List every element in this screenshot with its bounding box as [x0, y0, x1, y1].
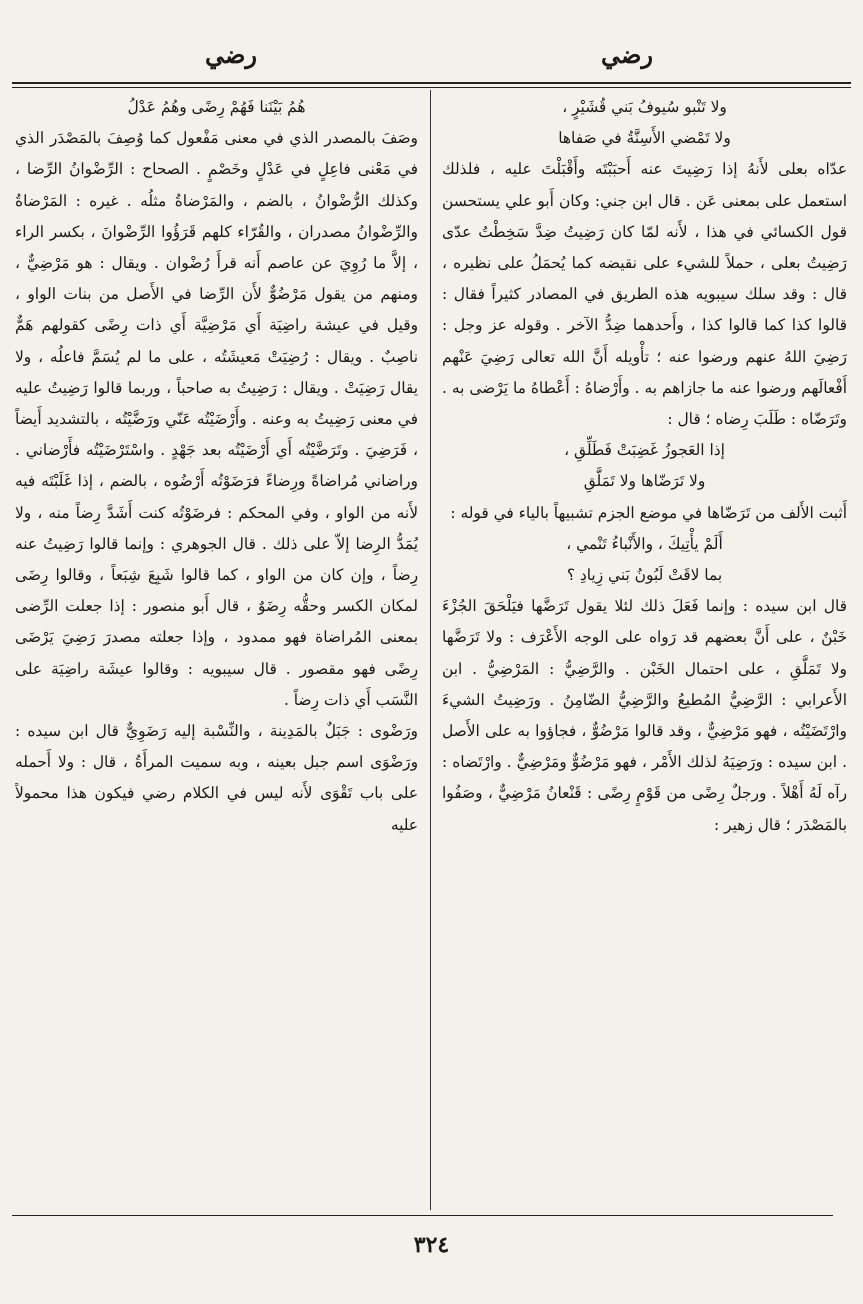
- column-divider: [430, 90, 431, 1210]
- right-column: [442, 92, 847, 1208]
- entry-paragraph: وصَفَ بالمصدر الذي في معنى مَفْعول كما وُصِفَ بالمَصْدَر الذي في مَعْنى فاعِلٍ في عَدْلٍ وخَصْمٍ . الصحاح : الرِّضْوانُ الرِّضا ، وكذلك الرُّضْوانُ ، بالضم ، والمَرْضاةُ مثلُه . غيره : المَرْضاةُ والرِّضْوانُ مصدران ، والقُرّاء كلهم قَرَؤُوا الرِّضْوانَ ، بكسر الراء ، إلاَّ ما رُوِيَ عن عاصم أَنه قرأَ رُضْوان . ويقال : هو مَرْضِيٌّ ، ومنهم من يقول مَرْضُوٌّ لأَن الرِّضا في الأَصل من بنات الواو ، وقيل في عيشة راضِيَة أَي مَرْضِيَّة أَي ذات رِضًى كقولهم هَمٌّ ناصِبٌ . ويقال : رُضِيَتْ مَعيشَتُه ، على ما لم يُسَمَّ فاعلُه ، ولا يقال رَضِيَتْ . ويقال : رَضِيتُ به صاحباً ، وربما قالوا رَضِيتُ عليه في معنى رَضِيتُ به وعنه . وأَرْضَيْتُه عَنّي ورَضَّيْتُه ، بالتشديد أَيضاً ، فَرَضِيَ . وتَرَضَّيْتُه أَي أَرْضَيْتُه بعد جَهْدٍ . واسْتَرْضَيْتُه فأَرْضاني . وراضاني مُراضاةً ورِضاءً فرَضَوْتُه أَرْضُوه ، بالضم ، إذا غَلَبْتَه فيه لأَنه من الواو ، وفي المحكم : فرضَوْتُه كنت أَشَدَّ رِضاً منه ، ولا يُمَدُّ الرِضا إلاّ على ذلك . قال الجوهري : وإنما قالوا رَضِيتُ عنه رِضاً ، وإن كان من الواو ، كما قالوا شَبِعَ شِبَعاً ، وقالوا رِضَى لمكان الكسر وحقُّه رِضَوٌ ، قال أَبو منصور : إذا جعلت الرِّضى بمعنى المُراضاة فهو ممدود ، وإذا جعلته مصدرَ رَضِيَ يَرْضَى رِضًى فهو مقصور . قال سيبويه : وقالوا عيشَة راضِيَة على النَّسَب أَي ذات رِضاً .: [15, 129, 418, 709]
- verse-line: هُمُ بَيْنَنا فَهُمْ رِضًى وهُمُ عَدْلُ: [127, 98, 306, 116]
- page-header-right: رضي: [601, 40, 653, 69]
- header-rule-thin: [12, 87, 851, 88]
- page-number: ٣٢٤: [413, 1232, 450, 1258]
- page-header-left: رضي: [205, 40, 257, 69]
- verse-line: بما لاقَتْ لَبُونُ بَني زِيادِ ؟: [566, 566, 723, 585]
- footer-rule: [12, 1215, 833, 1216]
- entry-paragraph: أَثبت الأَلف من تَرَضّاها في موضع الجزم تشبيهاً بالياء في قوله :: [450, 503, 847, 522]
- verse-line: ولا تَمْضي الأَسِنَّةُ في صَفاها: [558, 129, 731, 148]
- entry-paragraph: عدّاه بعلى لأَنهُ إذا رَضِيتَ عنه أَحبَبْتَه وأَقْبَلْتَ عليه ، فلذلك استعمل على بمعنى عَن . قال ابن جني: وكان أَبو علي يستحسن قول الكسائي في هذا ، لأَنه لمّا كان رَضِيتُ ضِدَّ سَخِطْتُ عدّى رَضِيتُ بعلى ، حملاً للشيء على نقيضه كما يُحمَلُ على نظيره ، قال : وقد سلك سيبويه هذه الطريق في المصادر كثيراً فقال : قالوا كذا كما قالوا كذا ، وأَحدهما ضِدُّ الآخر . وقوله عز وجل : رَضِيَ اللهُ عنهم ورضوا عنه ؛ تأْويله أَنَّ الله تعالى رَضِيَ عَنْهم أَفْعالَهم ورضوا عنه ما جازاهم به . وأَرْضاهُ : أَعْطاهُ ما يَرْضى به . وتَرَضّاه : طَلَبَ رِضاه ؛ قال :: [442, 160, 847, 429]
- verse-line: إذا العَجوزُ غَضِبَتْ فَطَلِّقِ ،: [564, 441, 725, 460]
- verse-line: أَلَمْ يأْتِيكَ ، والأَنْباءُ تَنْمي ،: [566, 534, 723, 553]
- left-column: [15, 92, 418, 1208]
- header-rule: [12, 82, 851, 84]
- entry-paragraph: ورَضْوى : جَبَلٌ بالمَدِينة ، والنِّسْبة إليه رَضَوِيٌّ قال ابن سيده : ورَضْوَى اسم جبل بعينه ، وبه سميت المرأَةُ ، قال : ولا أَحمله على باب تَقْوَى لأَنه ليس في الكلام رضي فيكون هذا محمولاً عليه: [15, 722, 418, 834]
- verse-line: ولا تَرَضّاها ولا تَمَلَّقِ: [583, 472, 706, 491]
- entry-paragraph: قال ابن سيده : وإنما فَعَلَ ذلك لئلا يقول تَرَضَّها فيَلْحَقَ الجُزْءَ خَبْنٌ ، على أَنَّ بعضهم قد رَواه على الوجه الأَعْرَف : ولا تَرَضَّها ولا تَمَلَّقِ ، على احتمال الخَبْن . والرَّضِيُّ : المَرْضِيُّ . ابن الأَعرابي : الرَّضِيُّ المُطيعُ والرَّضِيُّ الضّامِنُ . ورَضِيتُ الشيءَ وارْتَضَيْتُه ، فهو مَرْضِيٌّ ، وقد قالوا مَرْضُوٌّ ، فجاؤوا به على الأَصل . ابن سيده : ورَضِيَهُ لذلك الأَمْر ، فهو مَرْضُوٌّ ومَرْضِيٌّ . وارْتَضاه : رآه لَهُ أَهْلاً . ورجلٌ رِضًى من قَوْمٍ رِضًى : قَنْعانُ مَرْضِيٌّ ، وصَفُوا بالمَصْدَر ؛ قال زهير :: [442, 597, 847, 834]
- verse-line: ولا تَنْبو سُيوفُ بَني قُشَيْرٍ ،: [562, 98, 727, 116]
